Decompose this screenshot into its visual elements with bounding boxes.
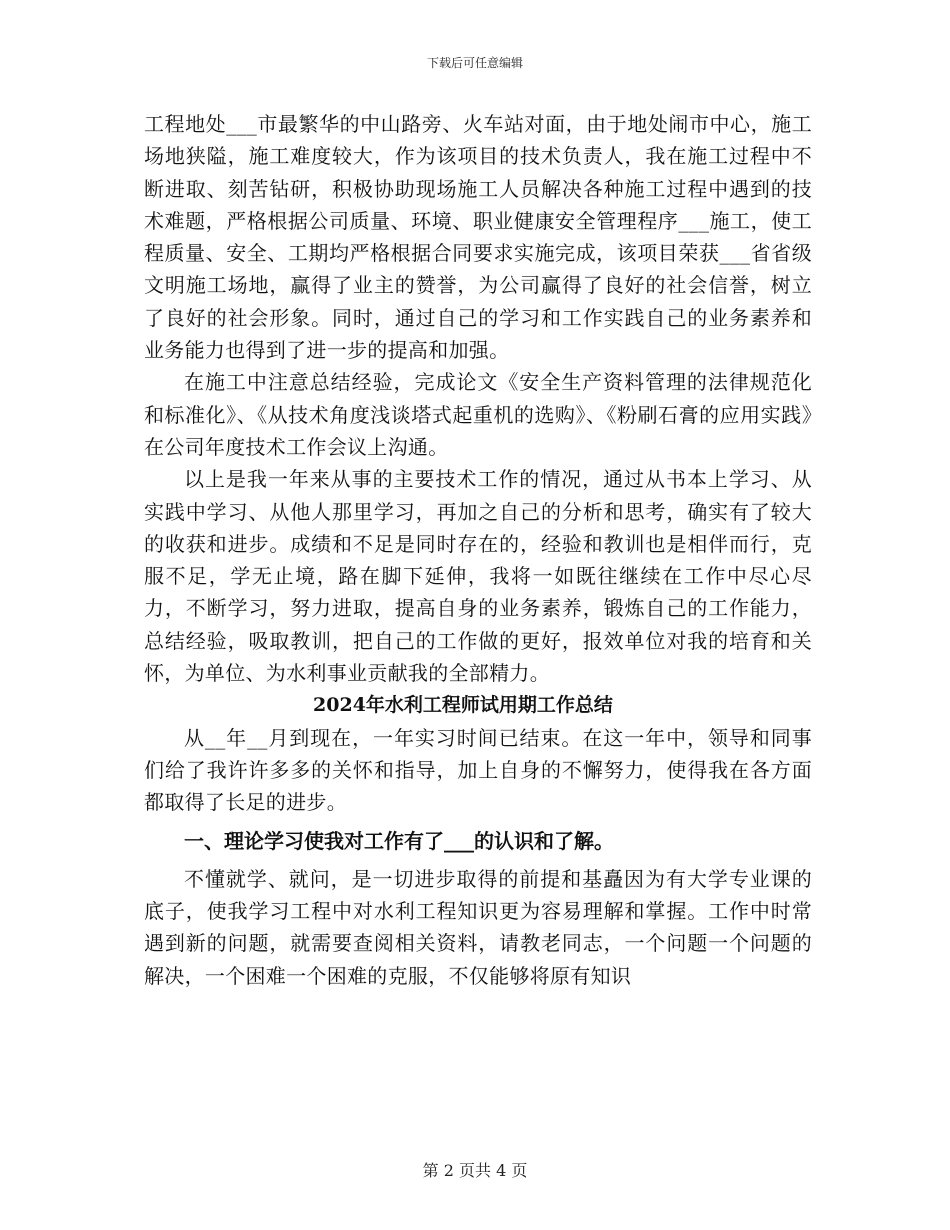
page-number: 第 2 页共 4 页 xyxy=(422,1161,528,1180)
paragraph-summary: 以上是我一年来从事的主要技术工作的情况，通过从书本上学习、从实践中学习、从他人那里学习，再加之自己的分析和思考，确实有了较大的收获和进步。成绩和不足是同时存在的，经验和教训也是相伴而行，克服不足，学无止境，路在脚下延伸，我将一如既往继续在工作中尽心尽力，不断学习，努力进取，提高自身的业务素养，锻炼自己的工作能力，总结经验，吸取教训，把自己的工作做的更好，报效单位对我的培育和关怀，为单位、为水利事业贡献我的全部精力。 xyxy=(144,467,812,686)
paragraph-project-work: 工程地处___市最繁华的中山路旁、火车站对面，由于地处闹市中心，施工场地狭隘，施工难度较大，作为该项目的技术负责人，我在施工过程中不断进取、刻苦钻研，积极协助现场施工人员解决各种施工过程中遇到的技术难题，严格根据公司质量、环境、职业健康安全管理程序___施工，使工程质量、安全、工期均严格根据合同要求实施完成，该项目荣获___省省级文明施工场地，赢得了业主的赞誉，为公司赢得了良好的社会信誉，树立了良好的社会形象。同时，通过自己的学习和工作实践自己的业务素养和业务能力也得到了进一步的提高和加强。 xyxy=(144,112,812,363)
section-title: 2024年水利工程师试用期工作总结 xyxy=(313,694,613,717)
paragraph-papers: 在施工中注意总结经验，完成论文《安全生产资料管理的法律规范化和标准化》、《从技术角度浅谈塔式起重机的选购》、《粉刷石膏的应用实践》在公司年度技术工作会议上沟通。 xyxy=(144,370,812,459)
paragraph-learning: 不懂就学、就问，是一切进步取得的前提和基矗因为有大学专业课的底子，使我学习工程中对水利工程知识更为容易理解和掌握。工作中时常遇到新的问题，就需要查阅相关资料，请教老同志，一个问题一个问题的解决，一个困难一个困难的克服，不仅能够将原有知识 xyxy=(144,866,812,988)
paragraph-intro: 从__年__月到现在，一年实习时间已结束。在这一年中，领导和同事们给了我许许多多的关怀和指导，加上自身的不懈努力，使得我在各方面都取得了长足的进步。 xyxy=(144,725,812,815)
section-heading-theory: 一、理论学习使我对工作有了___的认识和了解。 xyxy=(184,828,614,853)
page-header: 下载后可任意编辑 xyxy=(426,56,523,70)
document-body xyxy=(144,108,812,992)
